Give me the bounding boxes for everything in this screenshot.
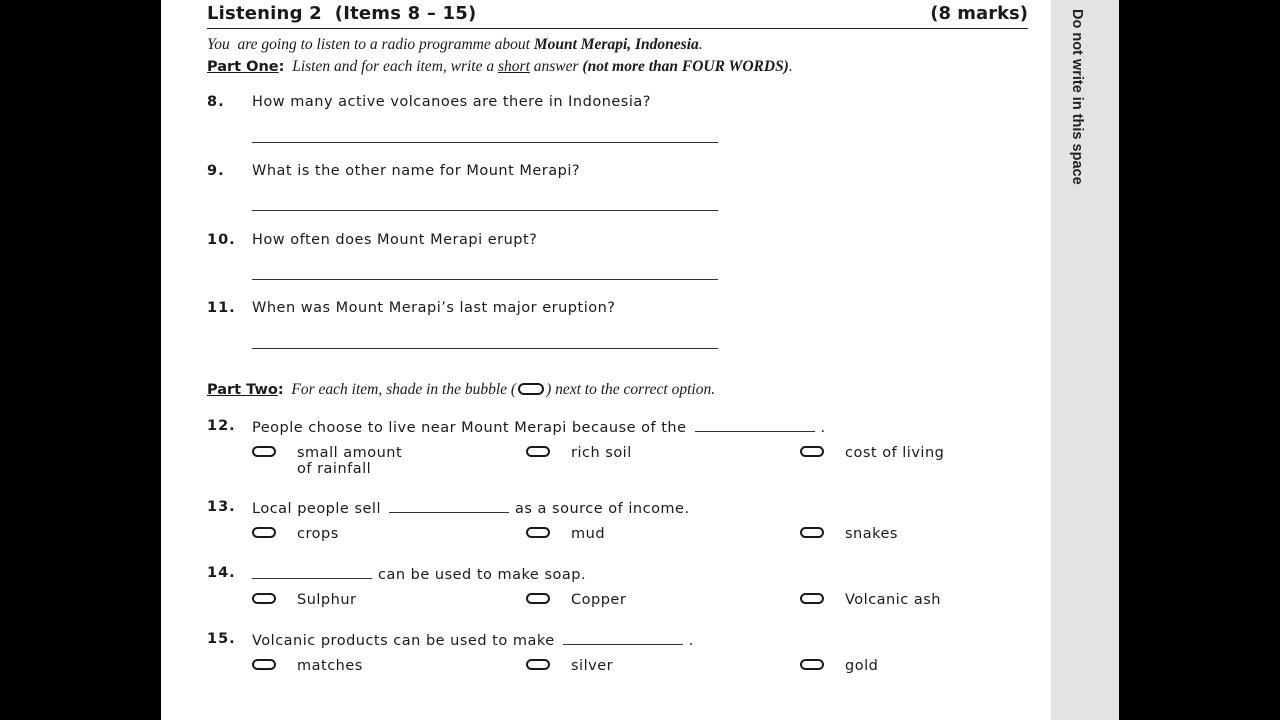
part-one-label: Part One (207, 59, 279, 75)
part-one-colon: : (278, 59, 285, 75)
part-two-instruction (207, 381, 715, 399)
margin-note: Do not write in this space (1069, 9, 1085, 185)
part-two-text-b: ) next to the correct option. (546, 381, 716, 398)
question-text: How many active volcanoes are there in Indonesia? (252, 94, 651, 110)
intro-line (207, 36, 703, 54)
section-title: Listening 2 (Items 8 – 15) (207, 3, 477, 24)
part-one-word-limit: (not more than FOUR WORDS) (582, 58, 789, 75)
question-text: How often does Mount Merapi erupt? (252, 232, 538, 248)
answer-line-11[interactable] (252, 348, 718, 349)
option-label: mud (571, 526, 606, 542)
answer-line-8[interactable] (252, 142, 718, 143)
header-rule (207, 28, 1028, 29)
question-text: What is the other name for Mount Merapi? (252, 163, 581, 179)
question-text-after: . (688, 633, 694, 649)
section-marks: (8 marks) (930, 3, 1028, 24)
fill-blank (252, 565, 372, 579)
question-number: 11. (207, 300, 236, 316)
answer-line-10[interactable] (252, 279, 718, 280)
answer-line-9[interactable] (252, 210, 718, 211)
question-text-before: People choose to live near Mount Merapi because of the (252, 420, 687, 436)
option-bubble[interactable] (252, 593, 276, 604)
option-label: cost of living (845, 445, 945, 461)
question-text (252, 565, 586, 583)
part-one-end: . (788, 58, 793, 75)
option-bubble[interactable] (800, 593, 824, 604)
part-two-colon: : (277, 382, 284, 398)
part-two-label: Part Two (207, 382, 278, 398)
option-label: Sulphur (297, 592, 357, 608)
option-bubble[interactable] (800, 659, 824, 670)
intro-suffix: . (698, 36, 703, 53)
option-bubble[interactable] (800, 527, 824, 538)
question-text-before: Volcanic products can be used to make (252, 633, 555, 649)
part-one-text-b: answer (529, 58, 583, 75)
option-label: Volcanic ash (845, 592, 941, 608)
option-bubble[interactable] (526, 593, 550, 604)
question-text-after: as a source of income. (514, 501, 690, 517)
option-bubble[interactable] (252, 527, 276, 538)
part-one-text-a: Listen and for each item, write a (292, 58, 498, 75)
fill-blank (389, 499, 509, 513)
option-label: small amount of rainfall (297, 445, 403, 477)
question-number: 12. (207, 418, 236, 434)
fill-blank (695, 418, 815, 432)
part-one-short: short (498, 58, 530, 75)
option-label: matches (297, 658, 363, 674)
option-label: silver (571, 658, 614, 674)
option-bubble[interactable] (526, 527, 550, 538)
question-number: 15. (207, 631, 236, 647)
question-number: 9. (207, 163, 225, 179)
question-text-after: can be used to make soap. (378, 567, 587, 583)
question-text: When was Mount Merapi’s last major eruption? (252, 300, 616, 316)
question-text-before: Local people sell (252, 501, 381, 517)
question-number: 13. (207, 499, 236, 515)
option-label: snakes (845, 526, 898, 542)
option-bubble[interactable] (526, 659, 550, 670)
option-bubble[interactable] (252, 446, 276, 457)
bubble-icon (518, 383, 544, 395)
option-label: Copper (571, 592, 627, 608)
fill-blank (563, 631, 683, 645)
option-label: crops (297, 526, 339, 542)
intro-topic: Mount Merapi, Indonesia (533, 36, 699, 53)
part-one-instruction (207, 58, 793, 76)
question-text (252, 418, 826, 436)
part-two-text-a: For each item, shade in the bubble ( (291, 381, 517, 398)
intro-prefix: You are going to listen to a radio programme about (207, 36, 534, 53)
option-label: rich soil (571, 445, 632, 461)
question-text (252, 499, 690, 517)
option-bubble[interactable] (252, 659, 276, 670)
option-bubble[interactable] (800, 446, 824, 457)
option-label: gold (845, 658, 879, 674)
question-text (252, 631, 694, 649)
question-number: 8. (207, 94, 225, 110)
question-number: 10. (207, 232, 236, 248)
question-text-after: . (820, 420, 826, 436)
option-bubble[interactable] (526, 446, 550, 457)
question-number: 14. (207, 565, 236, 581)
